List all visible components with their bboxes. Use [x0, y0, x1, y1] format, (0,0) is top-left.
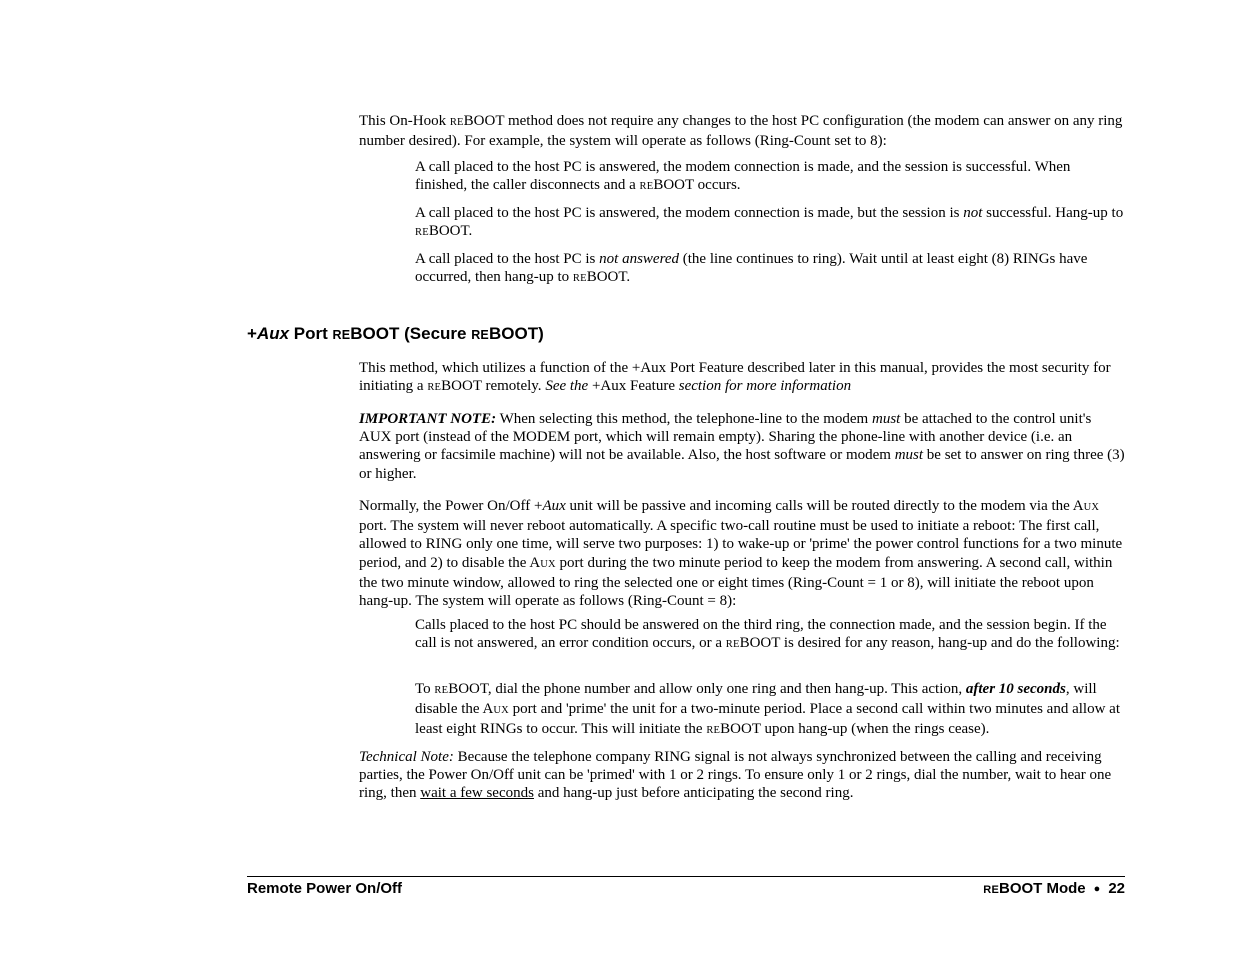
- footer-title: Remote Power On/Off: [247, 880, 403, 897]
- intro-paragraph: This On-Hook REBOOT method does not require any changes to the host PC configuration (the modem can answer on any ring number desired). For example, the system will operate as follows (Ring-Count set to 8):: [359, 113, 1123, 150]
- section-paragraph-2: Normally, the Power On/Off +Aux unit will be passive and incoming calls will be routed directly to the modem via the AUX port. The system will never reboot automatically. A specific two-call routine must be used to initiate a reboot: The first call, allowed to RING only one time, will serve two purposes: 1) to wake-up or 'prime' the power control functions for a two minute period, and 2) to disable the AUX port during the two minute period to keep the modem from answering. A second call, within the two minute window, allowed to ring the selected one or eight times (Ring-Count = 1 or 8), will initiate the reboot upon hang-up. The system will operate as follows (Ring-Count = 8):: [359, 498, 1123, 610]
- technical-note: Technical Note: Because the telephone company RING signal is not always synchronized between the calling and receiving parties, the Power On/Off unit can be 'primed' with 1 or 2 rings. To ensure only 1 or 2 rings, dial the number, wait to hear one ring, then wait a few seconds and hang-up just before anticipating the second ring.: [359, 749, 1112, 802]
- footer-rule: [247, 876, 1125, 877]
- section-heading: +Aux Port REBOOT (Secure REBOOT): [247, 324, 544, 343]
- important-note: IMPORTANT NOTE: When selecting this method, the telephone-line to the modem must be attached to the control unit's AUX port (instead of the MODEM port, which will remain empty). Sharing the phone-line with another device (i.e. an answering or facsimile machine) will not be available. Also, the host software or modem must be set to answer on ring three (3) or higher.: [359, 411, 1125, 482]
- section-paragraph-1: This method, which utilizes a function of the +Aux Port Feature described later in this manual, provides the most security for initiating a REBOOT remotely. See the +Aux Feature section for more information: [359, 360, 1111, 395]
- section-case-1: Calls placed to the host PC should be answered on the third ring, the connection made, and the session begin. If the call is not answered, an error condition occurs, or a REBOOT is desired for any reason, hang-up and do the following:: [415, 617, 1120, 652]
- page-number: 22: [1108, 880, 1125, 897]
- bullet-icon: ●: [1093, 883, 1101, 895]
- footer-page-info: REBOOT Mode ● 22: [983, 880, 1125, 897]
- intro-case-2: A call placed to the host PC is answered, the modem connection is made, but the session is not successful. Hang-up to REBOOT.: [415, 205, 1124, 240]
- intro-case-1: A call placed to the host PC is answered, the modem connection is made, and the session is successful. When finished, the caller disconnects and a REBOOT occurs.: [415, 159, 1071, 194]
- section-case-2: To REBOOT, dial the phone number and allow only one ring and then hang-up. This action, after 10 seconds, will disable the AUX port and 'prime' the unit for a two-minute period. Place a second call within two minutes and allow at least eight RINGs to occur. This will initiate the REBOOT upon hang-up (when the rings cease).: [415, 681, 1120, 738]
- intro-case-3: A call placed to the host PC is not answered (the line continues to ring). Wait until at least eight (8) RINGs have occurred, then hang-up to REBOOT.: [415, 251, 1088, 286]
